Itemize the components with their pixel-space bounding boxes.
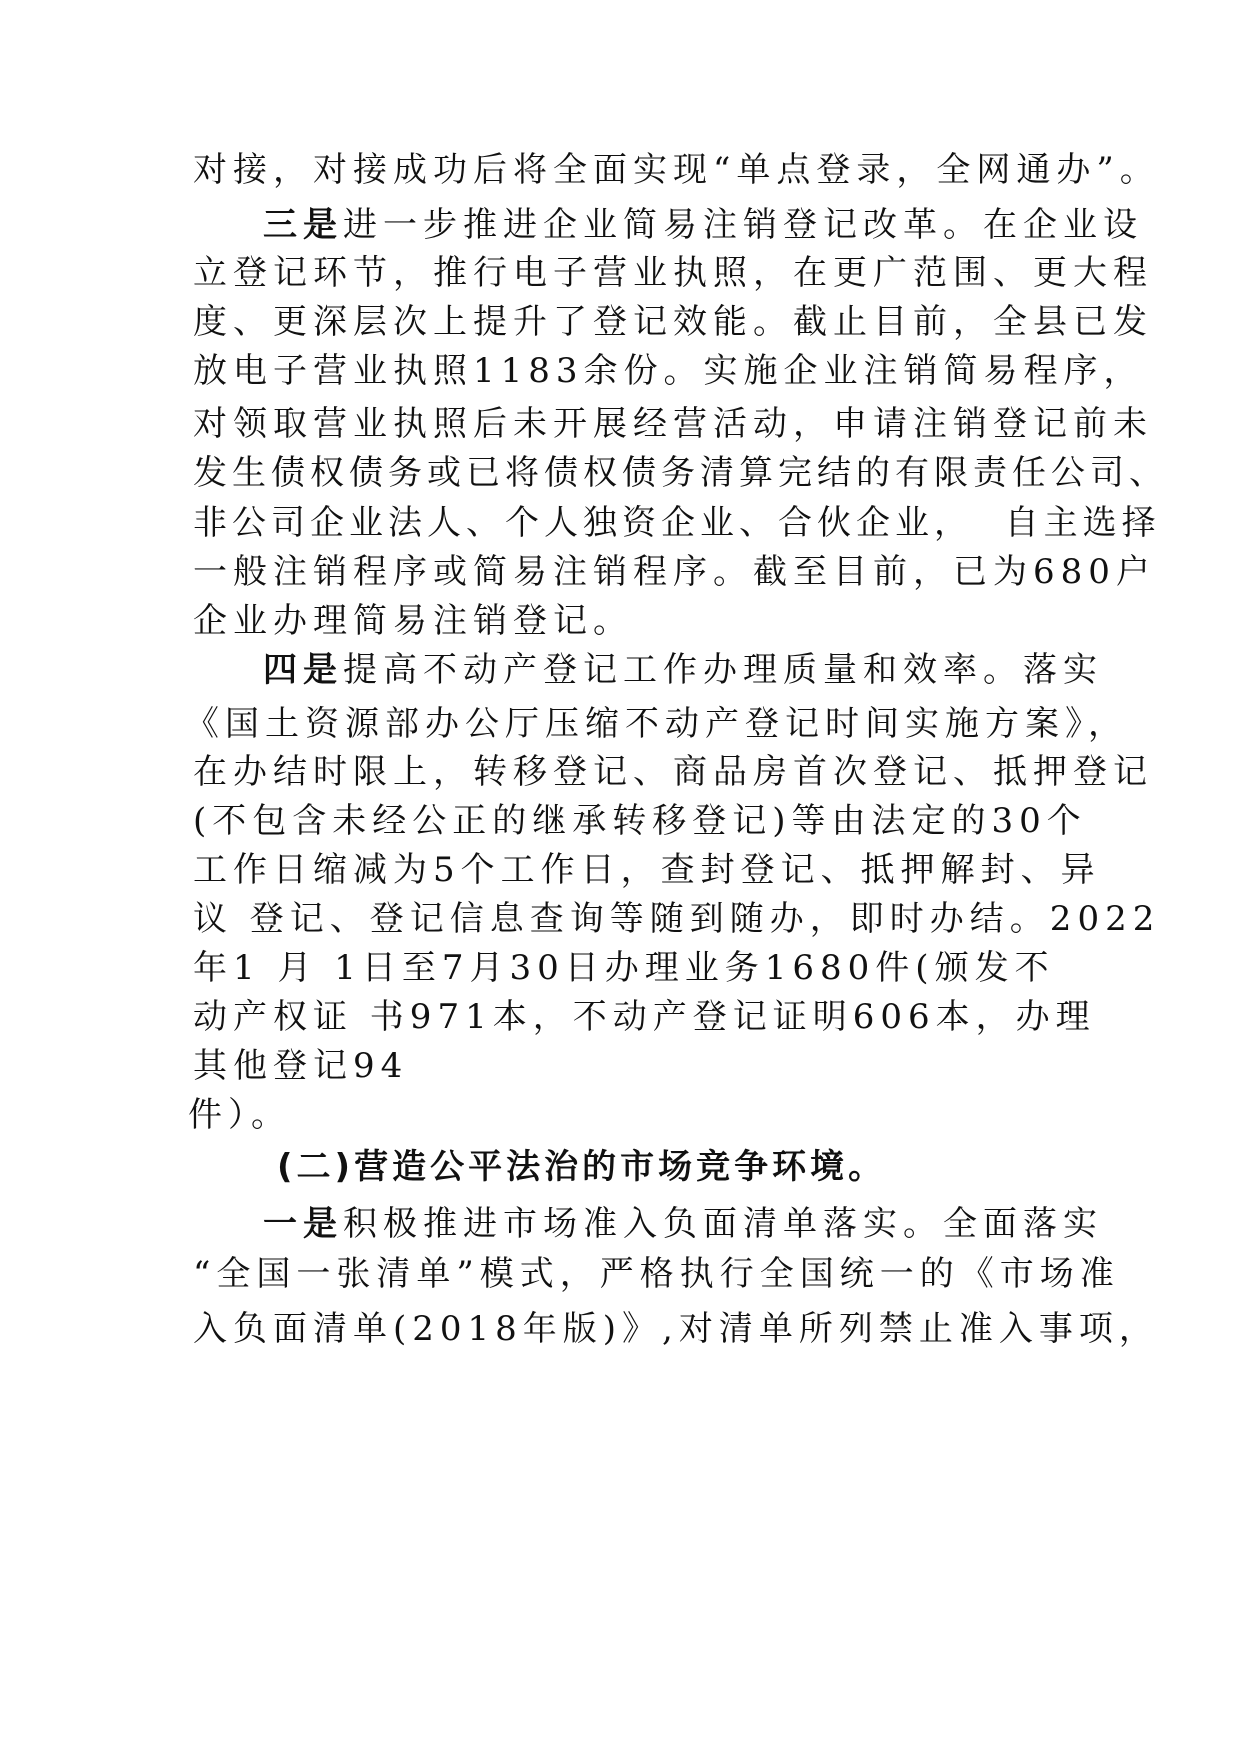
paragraph-line: (不包含未经公正的继承转移登记)等由法定的30个 [193, 801, 1087, 841]
paragraph-line: 在办结时限上，转移登记、商品房首次登记、抵押登记 [193, 752, 1153, 792]
lead-label: 四是 [263, 650, 343, 690]
paragraph-line: 入负面清单(2018年版)》,对清单所列禁止准入事项， [193, 1309, 1159, 1349]
lead-label: 一是 [263, 1204, 343, 1244]
paragraph-line: 一是积极推进市场准入负面清单落实。全面落实 [263, 1204, 1103, 1244]
paragraph-line: 年1 月 1日至7月30日办理业务1680件(颁发不 [193, 948, 1055, 988]
paragraph-line: 对接，对接成功后将全面实现“单点登录，全网通办”。 [193, 150, 1160, 190]
paragraph-line: 动产权证 书971本，不动产登记证明606本，办理 [193, 997, 1096, 1037]
paragraph-line: 议 登记、登记信息查询等随到随办，即时办结。2022 [193, 899, 1161, 939]
paragraph-line: 发生债权债务或已将债权债务清算完结的有限责任公司、 [193, 453, 1168, 493]
paragraph-line: 工作日缩减为5个工作日，查封登记、抵押解封、异 [193, 850, 1101, 890]
paragraph-line: 放电子营业执照1183余份。实施企业注销简易程序， [193, 351, 1144, 391]
paragraph-line: “全国一张清单”模式，严格执行全国统一的《市场准 [193, 1254, 1120, 1294]
paragraph-line: 度、更深层次上提升了登记效能。截止目前，全县已发 [193, 302, 1153, 342]
paragraph-line: 对领取营业执照后未开展经营活动，申请注销登记前未 [193, 404, 1153, 444]
section-heading: (二)营造公平法治的市场竞争环境。 [277, 1147, 887, 1187]
paragraph-line: 立登记环节，推行电子营业执照，在更广范围、更大程 [193, 253, 1153, 293]
paragraph-line: 《国土资源部办公厅压缩不动产登记时间实施方案》， [185, 704, 1128, 744]
lead-label: 三是 [263, 205, 343, 245]
paragraph-line: 件）。 [188, 1095, 291, 1135]
paragraph-line: 四是提高不动产登记工作办理质量和效率。落实 [263, 650, 1103, 690]
paragraph-line: 一般注销程序或简易注销程序。截至目前，已为680户 [193, 552, 1156, 592]
paragraph-line: 其他登记94 [193, 1046, 409, 1086]
paragraph-line: 企业办理简易注销登记。 [193, 601, 633, 641]
paragraph-line: 非公司企业法人、个人独资企业、合伙企业， 自主选择 [193, 503, 1161, 543]
paragraph-line: 三是进一步推进企业简易注销登记改革。在企业设 [263, 205, 1143, 245]
